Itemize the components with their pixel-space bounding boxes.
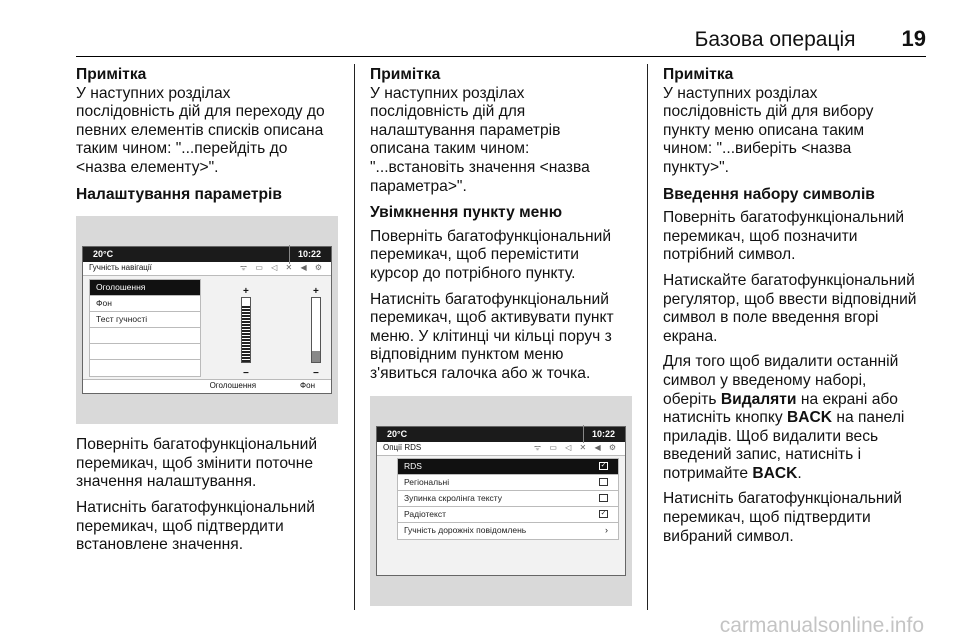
note-line: таким чином: "...перейдіть до xyxy=(76,140,288,158)
temperature: 20°C xyxy=(387,428,408,439)
plus-icon: + xyxy=(243,286,249,298)
paragraph: Натисніть багатофункціональний перемикач, щоб підтвердити встановлене значення. xyxy=(76,498,315,554)
note-line: пункту меню описана таким xyxy=(663,121,865,139)
note-line: пункту>". xyxy=(663,158,729,176)
column-1 xyxy=(76,66,344,562)
ui-term: BACK xyxy=(786,409,832,427)
note-line: "...встановіть значення <назва xyxy=(370,158,590,176)
checkbox-checked-icon[interactable]: ✓ xyxy=(600,461,607,469)
note-line: <назва елементу>". xyxy=(76,158,219,176)
note-line: послідовність дій для переходу до xyxy=(76,103,325,121)
column-3 xyxy=(663,66,943,553)
screen-subtitle: Опції RDS xyxy=(383,442,422,452)
paragraph: Для того щоб видалити останній символ у введеному наборі, оберіть Видаляти на екрані або натисніть кнопку BACK на панелі приладів. Щоб видалити весь введений запис, натисніть і потримайте BACK. xyxy=(663,353,905,482)
watermark: carmanualsonline.info xyxy=(719,614,924,637)
checkbox-checked-icon[interactable]: ✓ xyxy=(600,509,607,517)
status-icons: ᯤ ▭ ◁ ✕ ◀ ⚙ xyxy=(533,442,619,452)
display-footer xyxy=(83,379,331,393)
ui-term: Видаляти xyxy=(720,390,797,408)
empty-row xyxy=(90,328,200,344)
column-2 xyxy=(370,66,640,606)
page-header xyxy=(695,26,926,52)
plus-icon: + xyxy=(313,286,319,298)
note-line: чином: "...виберіть <назва xyxy=(663,140,852,158)
paragraph: Натисніть багатофункціональний перемикач, щоб активувати пункт меню. У клітинці чи кільці поруч з відповідним пунктом меню з'явиться галочка або ж точка. xyxy=(370,290,614,382)
checkbox-icon[interactable] xyxy=(599,478,608,486)
header-rule xyxy=(76,56,926,57)
section-heading: Налаштування параметрів xyxy=(76,185,282,203)
status-icons: ᯤ ▭ ◁ ✕ ◀ ⚙ xyxy=(239,263,325,273)
empty-row xyxy=(90,360,200,376)
options-list xyxy=(397,458,619,540)
slider-label: Фон xyxy=(300,381,315,391)
temperature: 20°C xyxy=(93,249,114,260)
slider-fill xyxy=(242,305,250,363)
clock: 10:22 xyxy=(583,425,615,444)
list-item[interactable]: Регіональні xyxy=(398,475,618,491)
screen-subtitle: Гучність навігації xyxy=(89,263,152,273)
display-screen xyxy=(376,426,626,576)
display-subtitle-bar xyxy=(377,442,625,456)
list-item[interactable]: RDS ✓ xyxy=(398,459,618,475)
screenshot-rds-options xyxy=(370,396,632,606)
note-line: певних елементів списків описана xyxy=(76,121,324,139)
slider-label: Оголошення xyxy=(209,381,257,391)
minus-icon: − xyxy=(243,368,249,380)
page-title: Базова операція xyxy=(694,28,856,51)
note-1 xyxy=(76,66,344,178)
note-title: Примітка xyxy=(76,66,147,83)
note-3 xyxy=(663,66,943,178)
page-number: 19 xyxy=(901,26,926,51)
minus-icon: − xyxy=(313,368,319,380)
note-2 xyxy=(370,66,640,196)
note-line: описана таким чином: xyxy=(370,140,530,158)
chevron-right-icon: › xyxy=(605,524,608,535)
paragraph: Поверніть багатофункціональний перемикач, щоб позначити потрібний символ. xyxy=(663,209,905,264)
note-line: У наступних розділах xyxy=(76,84,231,102)
slider-announcements[interactable] xyxy=(241,297,251,363)
list-item[interactable]: Фон xyxy=(90,296,200,312)
list-item[interactable]: Зупинка скролінга тексту xyxy=(398,491,618,507)
note-line: послідовність дій для вибору xyxy=(663,103,874,121)
list-item[interactable]: Оголошення xyxy=(90,280,200,296)
note-line: послідовність дій для xyxy=(370,103,526,121)
section-heading: Введення набору символів xyxy=(663,185,875,203)
note-line: У наступних розділах xyxy=(370,84,525,102)
note-line: налаштування параметрів xyxy=(370,121,561,139)
column-divider-1 xyxy=(354,64,355,610)
note-line: параметра>". xyxy=(370,177,467,195)
clock: 10:22 xyxy=(289,245,321,264)
paragraph: Поверніть багатофункціональний перемикач, щоб змінити поточне значення налаштування. xyxy=(76,436,318,491)
column-divider-2 xyxy=(647,64,648,610)
section-heading: Увімкнення пункту меню xyxy=(370,204,563,222)
slider-background[interactable] xyxy=(311,297,321,363)
empty-row xyxy=(90,344,200,360)
paragraph: Поверніть багатофункціональний перемикач, щоб перемістити курсор до потрібного пункту. xyxy=(370,227,612,282)
slider-fill xyxy=(312,351,320,363)
screenshot-audio-settings xyxy=(76,216,338,424)
settings-list xyxy=(89,279,201,377)
list-item[interactable]: Тест гучності xyxy=(90,312,200,328)
paragraph: Натисніть багатофункціональний перемикач, щоб підтвердити вибраний символ. xyxy=(663,490,902,545)
list-item[interactable]: Радіотекст ✓ xyxy=(398,507,618,523)
note-title: Примітка xyxy=(370,66,441,83)
display-screen xyxy=(82,246,332,394)
checkbox-icon[interactable] xyxy=(599,494,608,502)
ui-term: BACK xyxy=(752,464,798,482)
paragraph: Натискайте багатофункціональний регулятор, щоб ввести відповідний символ в поле введення вгорі екрана. xyxy=(663,271,917,345)
note-title: Примітка xyxy=(663,66,734,83)
display-subtitle-bar xyxy=(83,262,331,276)
list-item[interactable]: Гучність дорожніх повідомлень › xyxy=(398,523,618,539)
note-line: У наступних розділах xyxy=(663,84,818,102)
